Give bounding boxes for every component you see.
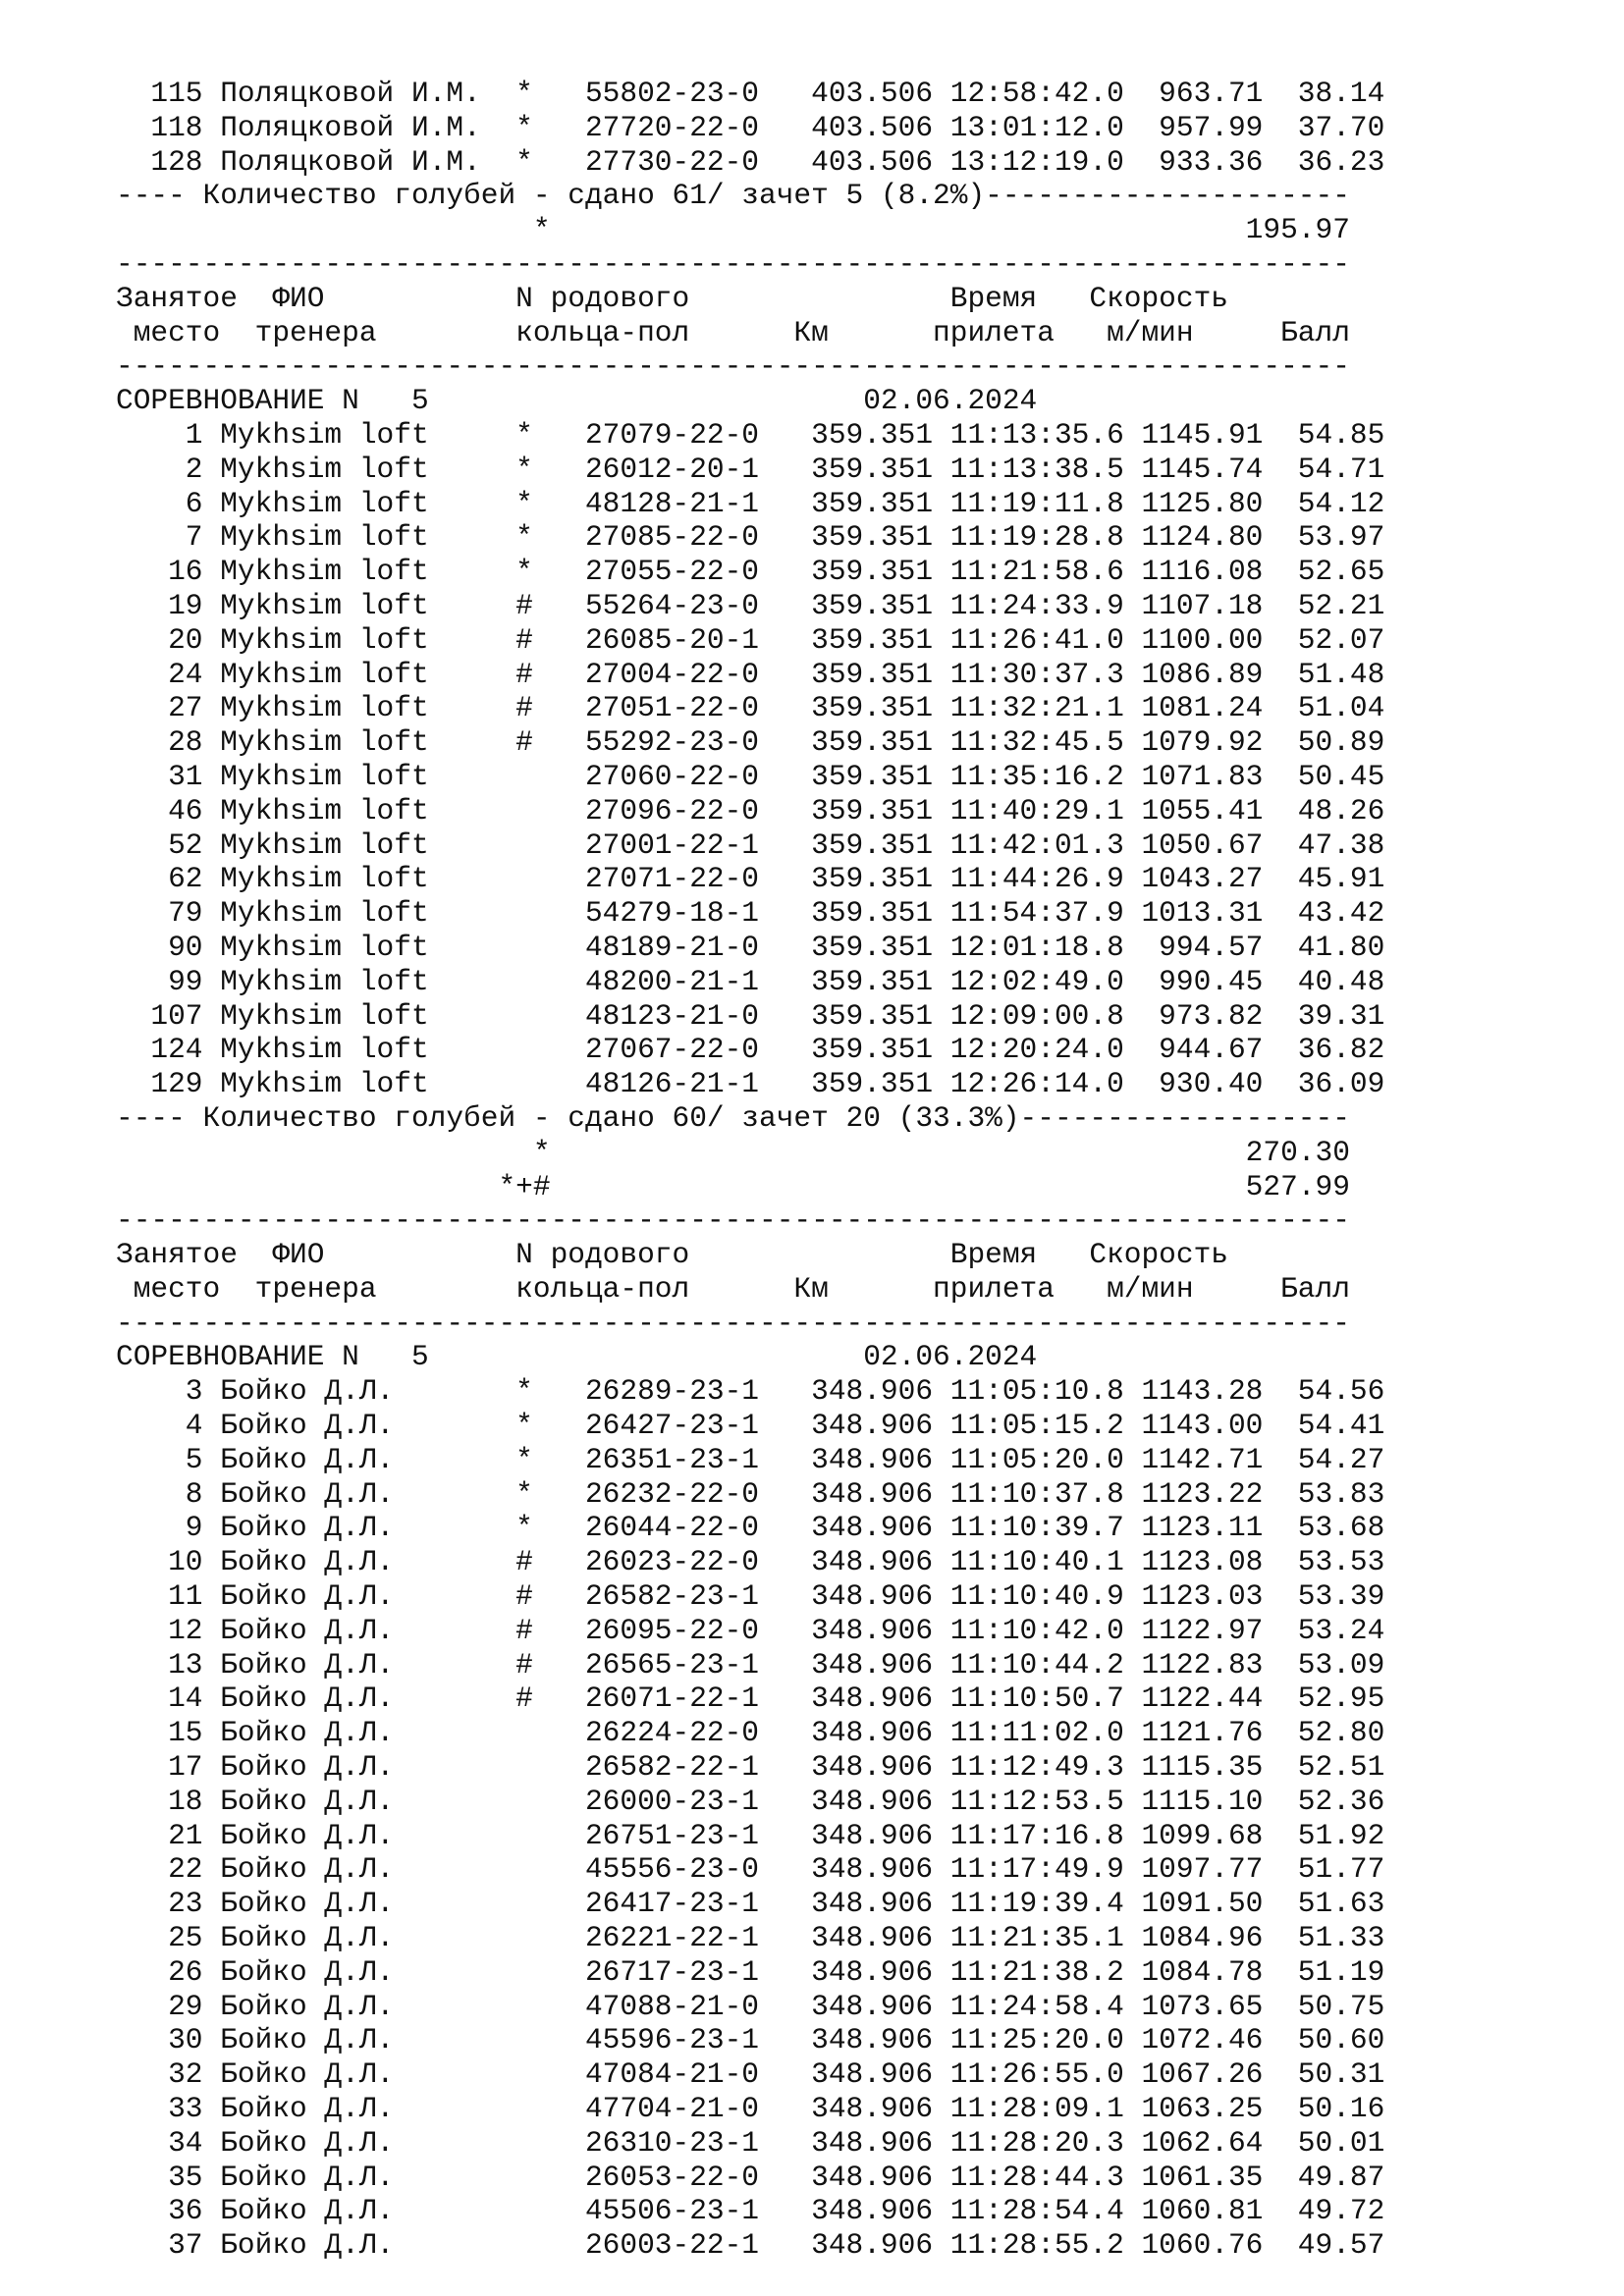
listing-line: 90 Mykhsim loft 48189-21-0 359.351 12:01:18.8 994.57 41.80 xyxy=(116,930,1385,964)
listing-line: 19 Mykhsim loft # 55264-23-0 359.351 11:24:33.9 1107.18 52.21 xyxy=(116,588,1385,622)
listing-line: 6 Mykhsim loft * 48128-21-1 359.351 11:19:11.8 1125.80 54.12 xyxy=(116,486,1385,520)
listing-line: 128 Поляцковой И.М. * 27730-22-0 403.506 13:12:19.0 933.36 36.23 xyxy=(116,144,1385,179)
listing-line: 25 Бойко Д.Л. 26221-22-1 348.906 11:21:35.1 1084.96 51.33 xyxy=(116,1921,1385,1955)
listing-line: 11 Бойко Д.Л. # 26582-23-1 348.906 11:10:40.9 1123.03 53.39 xyxy=(116,1579,1385,1614)
listing-line: 18 Бойко Д.Л. 26000-23-1 348.906 11:12:53.5 1115.10 52.36 xyxy=(116,1784,1385,1818)
listing-line: 62 Mykhsim loft 27071-22-0 359.351 11:44:26.9 1043.27 45.91 xyxy=(116,862,1385,896)
listing-line: 27 Mykhsim loft # 27051-22-0 359.351 11:32:21.1 1081.24 51.04 xyxy=(116,691,1385,725)
listing-line: 107 Mykhsim loft 48123-21-0 359.351 12:09:00.8 973.82 39.31 xyxy=(116,998,1385,1033)
listing-line: ----------------------------------------------------------------------- xyxy=(116,349,1350,384)
listing-line: место тренера кольца-пол Км прилета м/мин Балл xyxy=(116,315,1350,349)
listing-line: 5 Бойко Д.Л. * 26351-23-1 348.906 11:05:20.0 1142.71 54.27 xyxy=(116,1442,1385,1476)
listing-line: * 195.97 xyxy=(116,213,1350,247)
listing-line: СОРЕВНОВАНИЕ N 5 02.06.2024 xyxy=(116,384,1038,418)
listing-line: *+# 527.99 xyxy=(116,1169,1350,1203)
listing-line: 12 Бойко Д.Л. # 26095-22-0 348.906 11:10:42.0 1122.97 53.24 xyxy=(116,1613,1385,1647)
listing-line: 36 Бойко Д.Л. 45506-23-1 348.906 11:28:54.4 1060.81 49.72 xyxy=(116,2194,1385,2228)
listing-line: 33 Бойко Д.Л. 47704-21-0 348.906 11:28:09.1 1063.25 50.16 xyxy=(116,2092,1385,2126)
listing-line: Занятое ФИО N родового Время Скорость xyxy=(116,1238,1228,1272)
listing-line: ----------------------------------------------------------------------- xyxy=(116,1306,1350,1340)
listing-line: 129 Mykhsim loft 48126-21-1 359.351 12:26:14.0 930.40 36.09 xyxy=(116,1067,1385,1101)
listing-line: 26 Бойко Д.Л. 26717-23-1 348.906 11:21:38.2 1084.78 51.19 xyxy=(116,1954,1385,1989)
listing-line: 2 Mykhsim loft * 26012-20-1 359.351 11:13:38.5 1145.74 54.71 xyxy=(116,452,1385,486)
listing-line: 10 Бойко Д.Л. # 26023-22-0 348.906 11:10:40.1 1123.08 53.53 xyxy=(116,1545,1385,1579)
listing-line: * 270.30 xyxy=(116,1135,1350,1169)
listing-line: 115 Поляцковой И.М. * 55802-23-0 403.506 12:58:42.0 963.71 38.14 xyxy=(116,77,1385,110)
listing-line: 28 Mykhsim loft # 55292-23-0 359.351 11:32:45.5 1079.92 50.89 xyxy=(116,725,1385,760)
listing-line: 24 Mykhsim loft # 27004-22-0 359.351 11:30:37.3 1086.89 51.48 xyxy=(116,657,1385,691)
listing-line: 99 Mykhsim loft 48200-21-1 359.351 12:02:49.0 990.45 40.48 xyxy=(116,964,1385,998)
listing-line: ----------------------------------------------------------------------- xyxy=(116,1203,1350,1238)
listing-line: 16 Mykhsim loft * 27055-22-0 359.351 11:21:58.6 1116.08 52.65 xyxy=(116,555,1385,589)
listing-line: ----------------------------------------------------------------------- xyxy=(116,246,1350,281)
listing-line: 13 Бойко Д.Л. # 26565-23-1 348.906 11:10:44.2 1122.83 53.09 xyxy=(116,1647,1385,1682)
listing-line: 3 Бойко Д.Л. * 26289-23-1 348.906 11:05:10.8 1143.28 54.56 xyxy=(116,1374,1385,1409)
listing-line: 46 Mykhsim loft 27096-22-0 359.351 11:40:29.1 1055.41 48.26 xyxy=(116,793,1385,828)
listing-line: 22 Бойко Д.Л. 45556-23-0 348.906 11:17:49.9 1097.77 51.77 xyxy=(116,1852,1385,1887)
listing-line: 37 Бойко Д.Л. 26003-22-1 348.906 11:28:55.2 1060.76 49.57 xyxy=(116,2228,1385,2263)
listing-line: 118 Поляцковой И.М. * 27720-22-0 403.506 13:01:12.0 957.99 37.70 xyxy=(116,110,1385,144)
listing-line: 31 Mykhsim loft 27060-22-0 359.351 11:35:16.2 1071.83 50.45 xyxy=(116,759,1385,793)
listing-line: 21 Бойко Д.Л. 26751-23-1 348.906 11:17:16.8 1099.68 51.92 xyxy=(116,1818,1385,1852)
listing-line: 15 Бойко Д.Л. 26224-22-0 348.906 11:11:02.0 1121.76 52.80 xyxy=(116,1716,1385,1750)
listing-line: 34 Бойко Д.Л. 26310-23-1 348.906 11:28:20.3 1062.64 50.01 xyxy=(116,2125,1385,2160)
listing-line: 8 Бойко Д.Л. * 26232-22-0 348.906 11:10:37.8 1123.22 53.83 xyxy=(116,1476,1385,1511)
listing-line: 52 Mykhsim loft 27001-22-1 359.351 11:42:01.3 1050.67 47.38 xyxy=(116,828,1385,862)
listing-line: 30 Бойко Д.Л. 45596-23-1 348.906 11:25:20.0 1072.46 50.60 xyxy=(116,2023,1385,2057)
listing-line: 7 Mykhsim loft * 27085-22-0 359.351 11:19:28.8 1124.80 53.97 xyxy=(116,520,1385,555)
listing-line: 9 Бойко Д.Л. * 26044-22-0 348.906 11:10:39.7 1123.11 53.68 xyxy=(116,1511,1385,1545)
listing-line: ---- Количество голубей - сдано 61/ зачет 5 (8.2%)--------------------- xyxy=(116,179,1350,213)
listing-line: ---- Количество голубей - сдано 60/ зачет 20 (33.3%)------------------- xyxy=(116,1100,1350,1135)
listing-line: 35 Бойко Д.Л. 26053-22-0 348.906 11:28:44.3 1061.35 49.87 xyxy=(116,2160,1385,2194)
listing-line: 124 Mykhsim loft 27067-22-0 359.351 12:20:24.0 944.67 36.82 xyxy=(116,1033,1385,1067)
listing-line: 1 Mykhsim loft * 27079-22-0 359.351 11:13:35.6 1145.91 54.85 xyxy=(116,417,1385,452)
listing-line: место тренера кольца-пол Км прилета м/мин Балл xyxy=(116,1271,1350,1306)
listing-line: 29 Бойко Д.Л. 47088-21-0 348.906 11:24:58.4 1073.65 50.75 xyxy=(116,1989,1385,2023)
listing-line: 79 Mykhsim loft 54279-18-1 359.351 11:54:37.9 1013.31 43.42 xyxy=(116,896,1385,931)
listing-line: Занятое ФИО N родового Время Скорость xyxy=(116,281,1228,315)
listing-line: 23 Бойко Д.Л. 26417-23-1 348.906 11:19:39.4 1091.50 51.63 xyxy=(116,1887,1385,1921)
listing-line: 4 Бойко Д.Л. * 26427-23-1 348.906 11:05:15.2 1143.00 54.41 xyxy=(116,1409,1385,1443)
listing-line: 14 Бойко Д.Л. # 26071-22-1 348.906 11:10:50.7 1122.44 52.95 xyxy=(116,1682,1385,1716)
listing-line: 32 Бойко Д.Л. 47084-21-0 348.906 11:26:55.0 1067.26 50.31 xyxy=(116,2057,1385,2092)
results-listing xyxy=(116,77,1569,2263)
listing-line: СОРЕВНОВАНИЕ N 5 02.06.2024 xyxy=(116,1340,1038,1374)
listing-line: 20 Mykhsim loft # 26085-20-1 359.351 11:26:41.0 1100.00 52.07 xyxy=(116,622,1385,657)
listing-line: 17 Бойко Д.Л. 26582-22-1 348.906 11:12:49.3 1115.35 52.51 xyxy=(116,1750,1385,1785)
